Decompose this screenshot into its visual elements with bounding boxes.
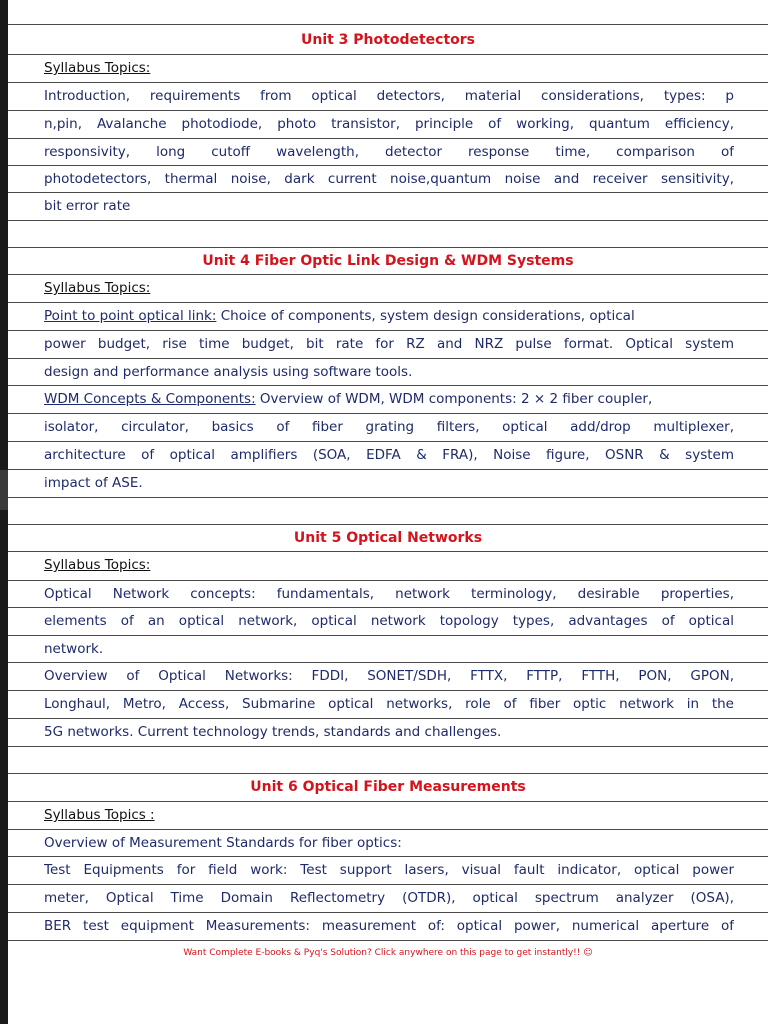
- unit-5-line: 5G networks. Current technology trends, standards and challenges.: [44, 724, 502, 740]
- unit-4-line: design and performance analysis using software tools.: [44, 364, 413, 380]
- document-page[interactable]: [8, 0, 768, 1024]
- syllabus-label: Syllabus Topics:: [44, 557, 151, 573]
- unit-4-syllabus-label: [44, 275, 734, 302]
- syllabus-label: Syllabus Topics:: [44, 280, 151, 296]
- unit-5-syllabus-label: [44, 552, 734, 579]
- left-edge-bar: [0, 0, 8, 1024]
- unit-3-line: Introduction, requirements from optical detectors, material considerations, types: p: [44, 88, 734, 104]
- unit-4-title: Unit 4 Fiber Optic Link Design & WDM Systems: [202, 253, 574, 269]
- unit-3-line: photodetectors, thermal noise, dark current noise,quantum noise and receiver sensitivity,: [44, 171, 734, 187]
- syllabus-label: Syllabus Topics:: [44, 60, 151, 76]
- unit-6-syllabus-label: [44, 802, 734, 829]
- unit-5-line: Optical Network concepts: fundamentals, network terminology, desirable properties,: [44, 586, 734, 602]
- rule-line: [8, 24, 768, 25]
- unit-6-line: Test Equipments for field work: Test support lasers, visual fault indicator, optical power: [44, 862, 734, 878]
- unit-4-text: Choice of components, system design considerations, optical: [216, 308, 635, 324]
- rule-line: [8, 746, 768, 747]
- unit-4-line: [44, 303, 734, 330]
- subheading-point-to-point: Point to point optical link:: [44, 308, 217, 324]
- unit-4-line: impact of ASE.: [44, 475, 143, 491]
- syllabus-label: Syllabus Topics :: [44, 807, 155, 823]
- rule-line: [8, 220, 768, 221]
- unit-6-line: meter, Optical Time Domain Reflectometry (OTDR), optical spectrum analyzer (OSA),: [44, 890, 734, 906]
- unit-4-line: architecture of optical amplifiers (SOA, EDFA & FRA), Noise figure, OSNR & system: [44, 447, 734, 463]
- unit-4-line: [44, 386, 734, 413]
- rule-line: [8, 940, 768, 941]
- unit-3-title: Unit 3 Photodetectors: [300, 32, 476, 48]
- promo-footer-link[interactable]: Want Complete E-books & Pyq's Solution? Click anywhere on this page to get instantly!! ☺: [183, 948, 593, 958]
- unit-5-line: network.: [44, 641, 104, 657]
- unit-3-line: responsivity, long cutoff wavelength, detector response time, comparison of: [44, 144, 734, 160]
- unit-4-line: isolator, circulator, basics of fiber grating filters, optical add/drop multiplexer,: [44, 419, 734, 435]
- unit-6-line: BER test equipment Measurements: measurement of: optical power, numerical aperture of: [44, 918, 734, 934]
- unit-6-line: Overview of Measurement Standards for fiber optics:: [44, 835, 402, 851]
- unit-5-line: elements of an optical network, optical network topology types, advantages of optical: [44, 613, 734, 629]
- unit-5-line: Longhaul, Metro, Access, Submarine optical networks, role of fiber optic network in the: [44, 696, 734, 712]
- unit-4-text: Overview of WDM, WDM components: 2 × 2 fiber coupler,: [255, 391, 653, 407]
- unit-6-title: Unit 6 Optical Fiber Measurements: [250, 779, 526, 795]
- unit-5-title: Unit 5 Optical Networks: [293, 530, 483, 546]
- unit-4-line: power budget, rise time budget, bit rate for RZ and NRZ pulse format. Optical system: [44, 336, 734, 352]
- unit-3-syllabus-label: [44, 55, 734, 82]
- unit-3-line: n,pin, Avalanche photodiode, photo transistor, principle of working, quantum efficiency,: [44, 116, 734, 132]
- rule-line: [8, 497, 768, 498]
- unit-3-line: bit error rate: [44, 198, 131, 214]
- edge-notch: [0, 470, 8, 510]
- subheading-wdm: WDM Concepts & Components:: [44, 391, 256, 407]
- unit-5-line: Overview of Optical Networks: FDDI, SONET/SDH, FTTX, FTTP, FTTH, PON, GPON,: [44, 668, 734, 684]
